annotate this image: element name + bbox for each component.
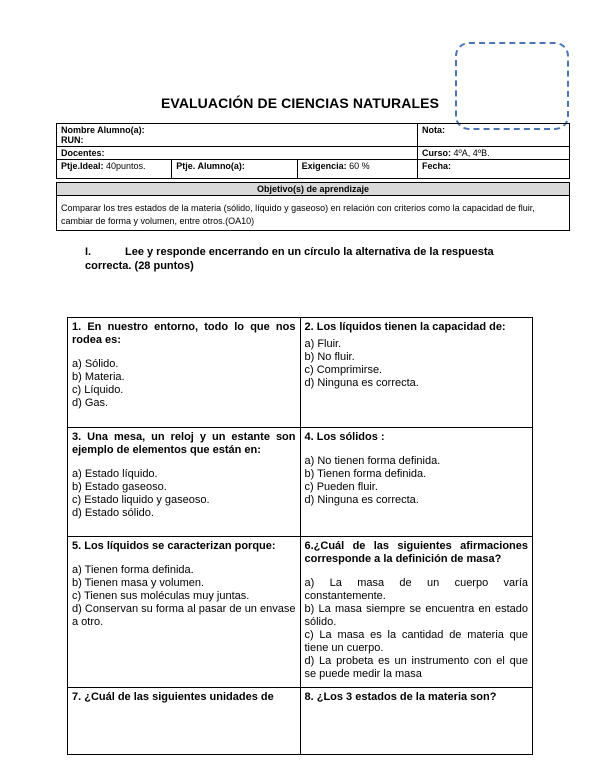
question-1-option-a[interactable]: a) Sólido. [72, 358, 119, 370]
question-6 [300, 537, 533, 688]
question-3-title: 3. Una mesa, un reloj y un estante son ejemplo de elementos que están en: [72, 431, 296, 456]
date-cell: Fecha: [418, 160, 570, 179]
question-3 [68, 428, 301, 537]
question-1 [68, 318, 301, 428]
question-5-title: 5. Los líquidos se caracterizan porque: [72, 540, 276, 552]
student-info-table [56, 123, 570, 231]
requirement-cell: Exigencia: 60 % [297, 160, 417, 179]
question-2 [300, 318, 533, 428]
question-1-option-c[interactable]: c) Líquido. [72, 384, 124, 396]
question-1-title: 1. En nuestro entorno, todo lo que nos rodea es: [72, 321, 296, 346]
question-5-option-c[interactable]: c) Tienen sus moléculas muy juntas. [72, 590, 250, 602]
question-8 [300, 688, 533, 755]
question-7-title: 7. ¿Cuál de las siguientes unidades de [72, 691, 274, 703]
student-name-cell [57, 124, 418, 147]
question-3-option-a[interactable]: a) Estado líquido. [72, 468, 158, 480]
question-4 [300, 428, 533, 537]
objective-header: Objetivo(s) de aprendizaje [57, 183, 570, 196]
logo-placeholder-box [455, 42, 569, 130]
question-4-title: 4. Los sólidos : [304, 431, 385, 443]
question-2-option-c[interactable]: c) Comprimirse. [304, 364, 383, 376]
question-5-option-a[interactable]: a) Tienen forma definida. [72, 564, 194, 576]
objective-text: Comparar los tres estados de la materia (sólido, líquido y gaseoso) en relación con criterios como la capacidad de fluir, cambiar de forma y volumen, entre otros.(OA10) [57, 196, 570, 231]
question-4-option-c[interactable]: c) Pueden fluir. [304, 481, 378, 493]
student-name-label: Nombre Alumno(a): [61, 125, 145, 135]
question-4-option-d[interactable]: d) Ninguna es correcta. [304, 494, 419, 506]
question-4-option-b[interactable]: b) Tienen forma definida. [304, 468, 427, 480]
grade-cell: Nota: [418, 124, 570, 147]
question-1-option-b[interactable]: b) Materia. [72, 371, 125, 383]
teachers-cell: Docentes: [57, 147, 418, 160]
run-label: RUN: [61, 135, 84, 145]
question-5-option-b[interactable]: b) Tienen masa y volumen. [72, 577, 205, 589]
questions-table [67, 317, 533, 755]
question-2-option-b[interactable]: b) No fluir. [304, 351, 355, 363]
question-4-option-a[interactable]: a) No tienen forma definida. [304, 455, 441, 467]
question-3-option-c[interactable]: c) Estado liquido y gaseoso. [72, 494, 210, 506]
ideal-score-cell: Ptje.Ideal: 40puntos. [57, 160, 172, 179]
question-6-option-d[interactable]: d) La probeta es un instrumento con el que se puede medir la masa [304, 655, 528, 680]
question-6-option-b[interactable]: b) La masa siempre se encuentra en estado sólido. [304, 603, 528, 628]
question-6-option-c[interactable]: c) La masa es la cantidad de materia que tiene un cuerpo. [304, 629, 528, 654]
question-2-title: 2. Los líquidos tienen la capacidad de: [304, 321, 506, 333]
question-5-option-d[interactable]: d) Conservan su forma al pasar de un envase a otro. [72, 603, 296, 628]
page-title: EVALUACIÓN DE CIENCIAS NATURALES [160, 95, 440, 111]
question-5 [68, 537, 301, 688]
course-cell: Curso: 4ºA, 4ºB. [418, 147, 570, 160]
question-3-option-d[interactable]: d) Estado sólido. [72, 507, 154, 519]
question-6-title: 6.¿Cuál de las siguientes afirmaciones corresponde a la definición de masa? [304, 540, 528, 565]
question-2-option-a[interactable]: a) Fluir. [304, 338, 342, 350]
question-8-title: 8. ¿Los 3 estados de la materia son? [304, 691, 497, 703]
student-score-cell: Ptje. Alumno(a): [172, 160, 297, 179]
question-1-option-d[interactable]: d) Gas. [72, 397, 109, 409]
question-3-option-b[interactable]: b) Estado gaseoso. [72, 481, 167, 493]
question-6-option-a[interactable]: a) La masa de un cuerpo varía constantemente. [304, 577, 528, 602]
question-7 [68, 688, 301, 755]
section-instructions: I. Lee y responde encerrando en un círculo la alternativa de la respuesta correcta. (28 puntos) [85, 246, 494, 272]
question-2-option-d[interactable]: d) Ninguna es correcta. [304, 377, 419, 389]
